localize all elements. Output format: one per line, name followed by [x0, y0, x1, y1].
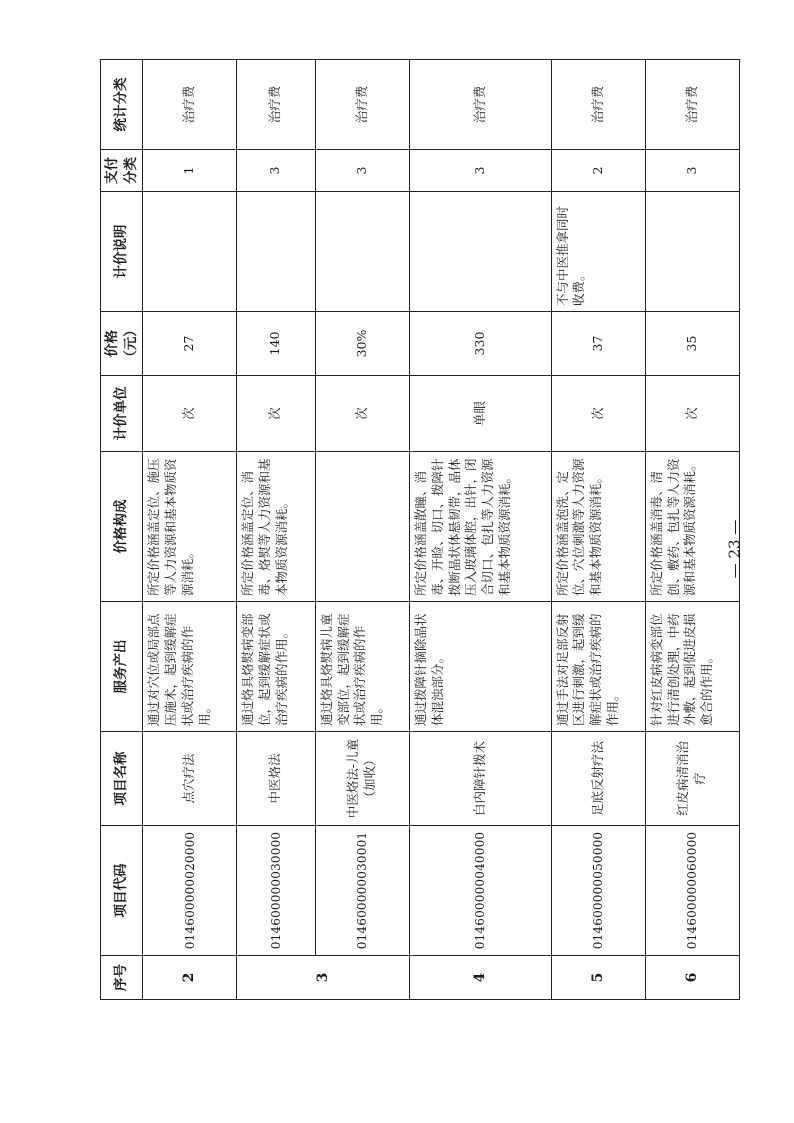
cell-seq: 4: [409, 956, 551, 1000]
header-category: 统计分类: [101, 60, 143, 150]
cell-service: 通过拨障针摘除晶状体混浊部分。: [409, 602, 551, 732]
cell-unit: 单眼: [409, 376, 551, 452]
header-code: 项目代码: [101, 826, 143, 956]
cell-note: [143, 192, 237, 312]
header-payment: 支付分类: [101, 150, 143, 192]
table-row: [409, 60, 551, 1000]
cell-payment: 3: [645, 150, 739, 192]
cell-seq: 6: [645, 956, 739, 1000]
cell-category: 治疗费: [237, 60, 315, 150]
cell-unit: 次: [143, 376, 237, 452]
cell-unit: 次: [645, 376, 739, 452]
cell-name: 中医烙法-儿童（加收）: [315, 732, 409, 826]
cell-payment: 3: [315, 150, 409, 192]
header-price: 价格（元）: [101, 312, 143, 376]
cell-name: 点穴疗法: [143, 732, 237, 826]
cell-unit: 次: [315, 376, 409, 452]
header-service: 服务产出: [101, 602, 143, 732]
cell-seq: 3: [237, 956, 410, 1000]
cell-service: 通过对穴位或局部点压施术，起到缓解症状或治疗疾病的作用。: [143, 602, 237, 732]
cell-seq: 2: [143, 956, 237, 1000]
cell-note: [237, 192, 315, 312]
table-row: [237, 60, 315, 1000]
cell-category: 治疗费: [409, 60, 551, 150]
cell-price-composition: 所定价格涵盖散瞳、消毒、开睑、切口、拨障针拨断晶状体悬韧带，晶体压入玻璃体腔，出针，闭合切口、包扎等人力资源和基本物质资源消耗。: [409, 452, 551, 602]
cell-note: [315, 192, 409, 312]
cell-price-composition: 所定价格涵盖定位、消毒、烙熨等人力资源和基本物质资源消耗。: [237, 452, 315, 602]
header-seq: 序号: [101, 956, 143, 1000]
price-table: [100, 59, 740, 1000]
cell-payment: 1: [143, 150, 237, 192]
cell-name: 足底反射疗法: [551, 732, 645, 826]
cell-price: 30%: [315, 312, 409, 376]
cell-code: 014600000060000: [645, 826, 739, 956]
cell-name: 红皮病清消治疗: [645, 732, 739, 826]
cell-service: 针对红皮病病变部位进行清创处理，中药外敷，起到促进皮损愈合的作用。: [645, 602, 739, 732]
cell-price: 27: [143, 312, 237, 376]
cell-category: 治疗费: [645, 60, 739, 150]
cell-payment: 2: [551, 150, 645, 192]
cell-price: 140: [237, 312, 315, 376]
cell-payment: 3: [237, 150, 315, 192]
cell-seq: 5: [551, 956, 645, 1000]
rotated-table-container: [100, 60, 740, 1000]
header-row: [101, 60, 143, 1000]
cell-service: 通过烙具烙熨病变部位，起到缓解症状或治疗疾病的作用。: [237, 602, 315, 732]
cell-price-composition: 所定价格涵盖消毒、清创、敷药、包扎等人力资源和基本物质资源消耗。: [645, 452, 739, 602]
cell-unit: 次: [551, 376, 645, 452]
table-row: [143, 60, 237, 1000]
cell-price: 35: [645, 312, 739, 376]
page-number: — 23 —: [725, 519, 744, 579]
cell-code: 014600000020000: [143, 826, 237, 956]
header-unit: 计价单位: [101, 376, 143, 452]
table-row: [551, 60, 645, 1000]
cell-payment: 3: [409, 150, 551, 192]
cell-code: 014600000030000: [237, 826, 315, 956]
cell-code: 014600000050000: [551, 826, 645, 956]
header-note: 计价说明: [101, 192, 143, 312]
cell-code: 014600000030001: [315, 826, 409, 956]
cell-note: 不与中医推拿同时收费。: [551, 192, 645, 312]
cell-price-composition: [315, 452, 409, 602]
cell-code: 014600000040000: [409, 826, 551, 956]
table-row: [315, 60, 409, 1000]
cell-price-composition: 所定价格涵盖定位、施压等人力资源和基本物质资源消耗。: [143, 452, 237, 602]
cell-price: 330: [409, 312, 551, 376]
cell-name: 白内障针拨术: [409, 732, 551, 826]
cell-category: 治疗费: [551, 60, 645, 150]
cell-price: 37: [551, 312, 645, 376]
header-name: 项目名称: [101, 732, 143, 826]
cell-service: 通过烙具烙熨病儿童变部位，起到缓解症状或治疗疾病的作用。: [315, 602, 409, 732]
cell-unit: 次: [237, 376, 315, 452]
cell-note: [645, 192, 739, 312]
cell-note: [409, 192, 551, 312]
cell-service: 通过手法对足部反射区进行刺激，起到缓解症状或治疗疾病的作用。: [551, 602, 645, 732]
cell-price-composition: 所定价格涵盖泡洗、定位、穴位刺激等人力资源和基本物质资源消耗。: [551, 452, 645, 602]
cell-name: 中医烙法: [237, 732, 315, 826]
header-price-composition: 价格构成: [101, 452, 143, 602]
cell-category: 治疗费: [315, 60, 409, 150]
cell-category: 治疗费: [143, 60, 237, 150]
